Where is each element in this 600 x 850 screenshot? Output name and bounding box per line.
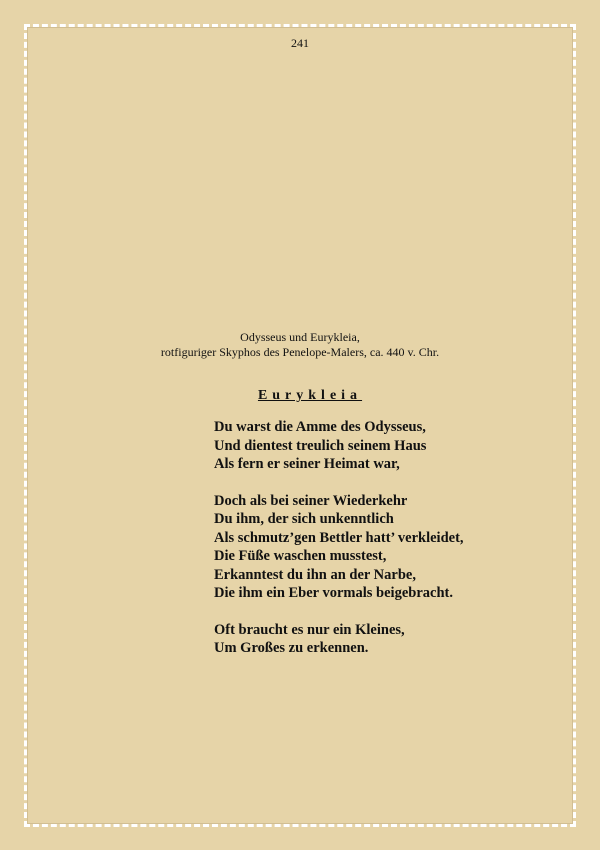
stanza-1 [214,418,464,474]
stanza-3 [214,621,464,658]
poem-line: Als fern er seiner Heimat war, [214,456,400,472]
poem-line: Doch als bei seiner Wiederkehr [214,492,408,509]
image-caption [0,330,600,360]
poem-line: Die ihm ein Eber vormals beigebracht. [214,585,453,601]
poem-body [214,418,464,676]
stanza-2 [214,492,464,603]
poem-line: Oft braucht es nur ein Kleines, [214,621,405,638]
poem-line: Erkanntest du ihn an der Narbe, [214,566,416,583]
page-number: 241 [291,36,309,50]
poem-line: Als schmutz’gen Bettler hatt’ verkleidet, [214,529,464,546]
poem-title: Eurykleia [257,388,363,403]
poem-line: Du ihm, der sich unkenntlich [214,511,394,527]
caption-line-2: rotfiguriger Skyphos des Penelope-Malers, ca. 440 v. Chr. [160,345,440,359]
poem-line: Um Großes zu erkennen. [214,640,369,656]
poem-line: Und dientest treulich seinem Haus [214,437,427,454]
poem-line: Die Füße waschen musstest, [214,548,387,564]
caption-line-1: Odysseus und Eurykleia, [240,330,360,344]
poem-line: Du warst die Amme des Odysseus, [214,419,426,435]
